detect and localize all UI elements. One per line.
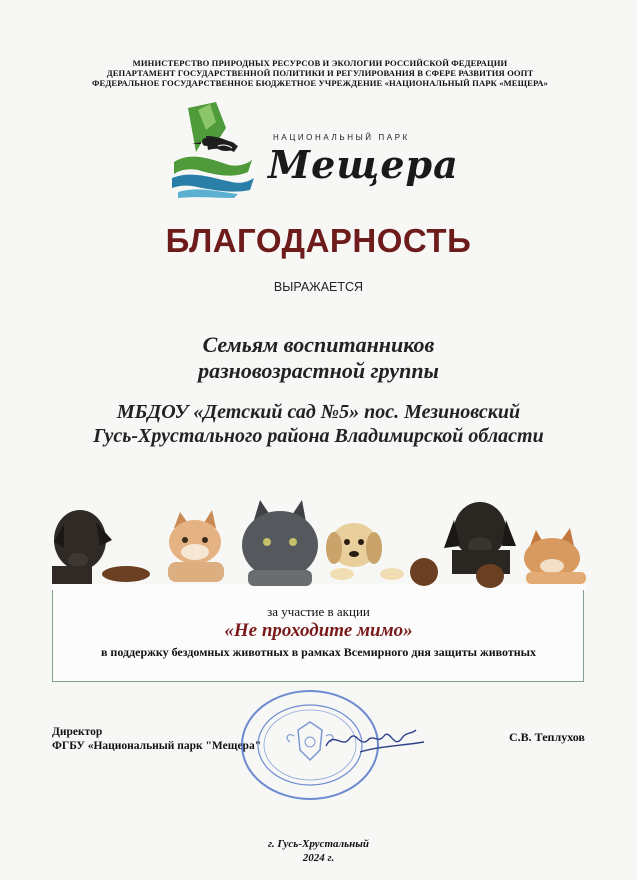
action-purpose: в поддержку бездомных животных в рамках Всемирного дня защиты животных — [100, 645, 537, 659]
header-line-1: МИНИСТЕРСТВО ПРИРОДНЫХ РЕСУРСОВ И ЭКОЛОГИИ РОССИЙСКОЙ ФЕДЕРАЦИИ — [132, 58, 508, 68]
black-dog-icon — [410, 502, 516, 588]
park-name-small: НАЦИОНАЛЬНЫЙ ПАРК — [273, 133, 410, 142]
recipient-line-4: Гусь-Хрустального района Владимирской области — [93, 425, 544, 447]
grey-cat-icon — [242, 500, 318, 586]
signatory-name: С.В. Теплухов — [509, 730, 585, 744]
recipient-institution — [0, 400, 637, 448]
pets-illustration — [52, 490, 587, 590]
position-line-2: ФГБУ «Национальный парк "Мещера" — [52, 740, 262, 752]
footer-city: г. Гусь-Хрустальный — [267, 838, 370, 850]
recipient-line-1: Семьям воспитанников — [202, 332, 435, 357]
recipient-group — [0, 332, 637, 384]
recipient-line-2: разновозрастной группы — [198, 358, 439, 383]
recipient-line-3: МБДОУ «Детский сад №5» пос. Мезиновский — [116, 401, 521, 423]
header-line-3: ФЕДЕРАЛЬНОЕ ГОСУДАРСТВЕННОЕ БЮДЖЕТНОЕ УЧРЕЖДЕНИЕ «НАЦИОНАЛЬНЫЙ ПАРК «МЕЩЕРА» — [92, 78, 548, 88]
puppy-icon — [326, 523, 404, 580]
park-name-logotype: Мещера — [268, 142, 459, 187]
signature-icon — [320, 720, 430, 760]
ginger-cat-icon — [524, 528, 586, 584]
action-name: «Не проходите мимо» — [224, 620, 413, 641]
document-title: БЛАГОДАРНОСТЬ — [165, 222, 472, 259]
participation-text: за участие в акции — [267, 604, 370, 619]
park-logo-icon — [168, 100, 258, 200]
position-line-1: Директор — [52, 726, 103, 738]
document-subtitle: ВЫРАЖАЕТСЯ — [273, 280, 364, 294]
footer-year: 2024 г. — [302, 852, 335, 864]
document-footer — [0, 837, 637, 865]
dog-icon — [52, 510, 150, 584]
kitten-icon — [168, 510, 224, 582]
signatory-position — [52, 725, 261, 753]
ministry-header — [40, 58, 600, 88]
header-line-2: ДЕПАРТАМЕНТ ГОСУДАРСТВЕННОЙ ПОЛИТИКИ И РЕГУЛИРОВАНИЯ В СФЕРЕ РАЗВИТИЯ ООПТ — [106, 68, 534, 78]
